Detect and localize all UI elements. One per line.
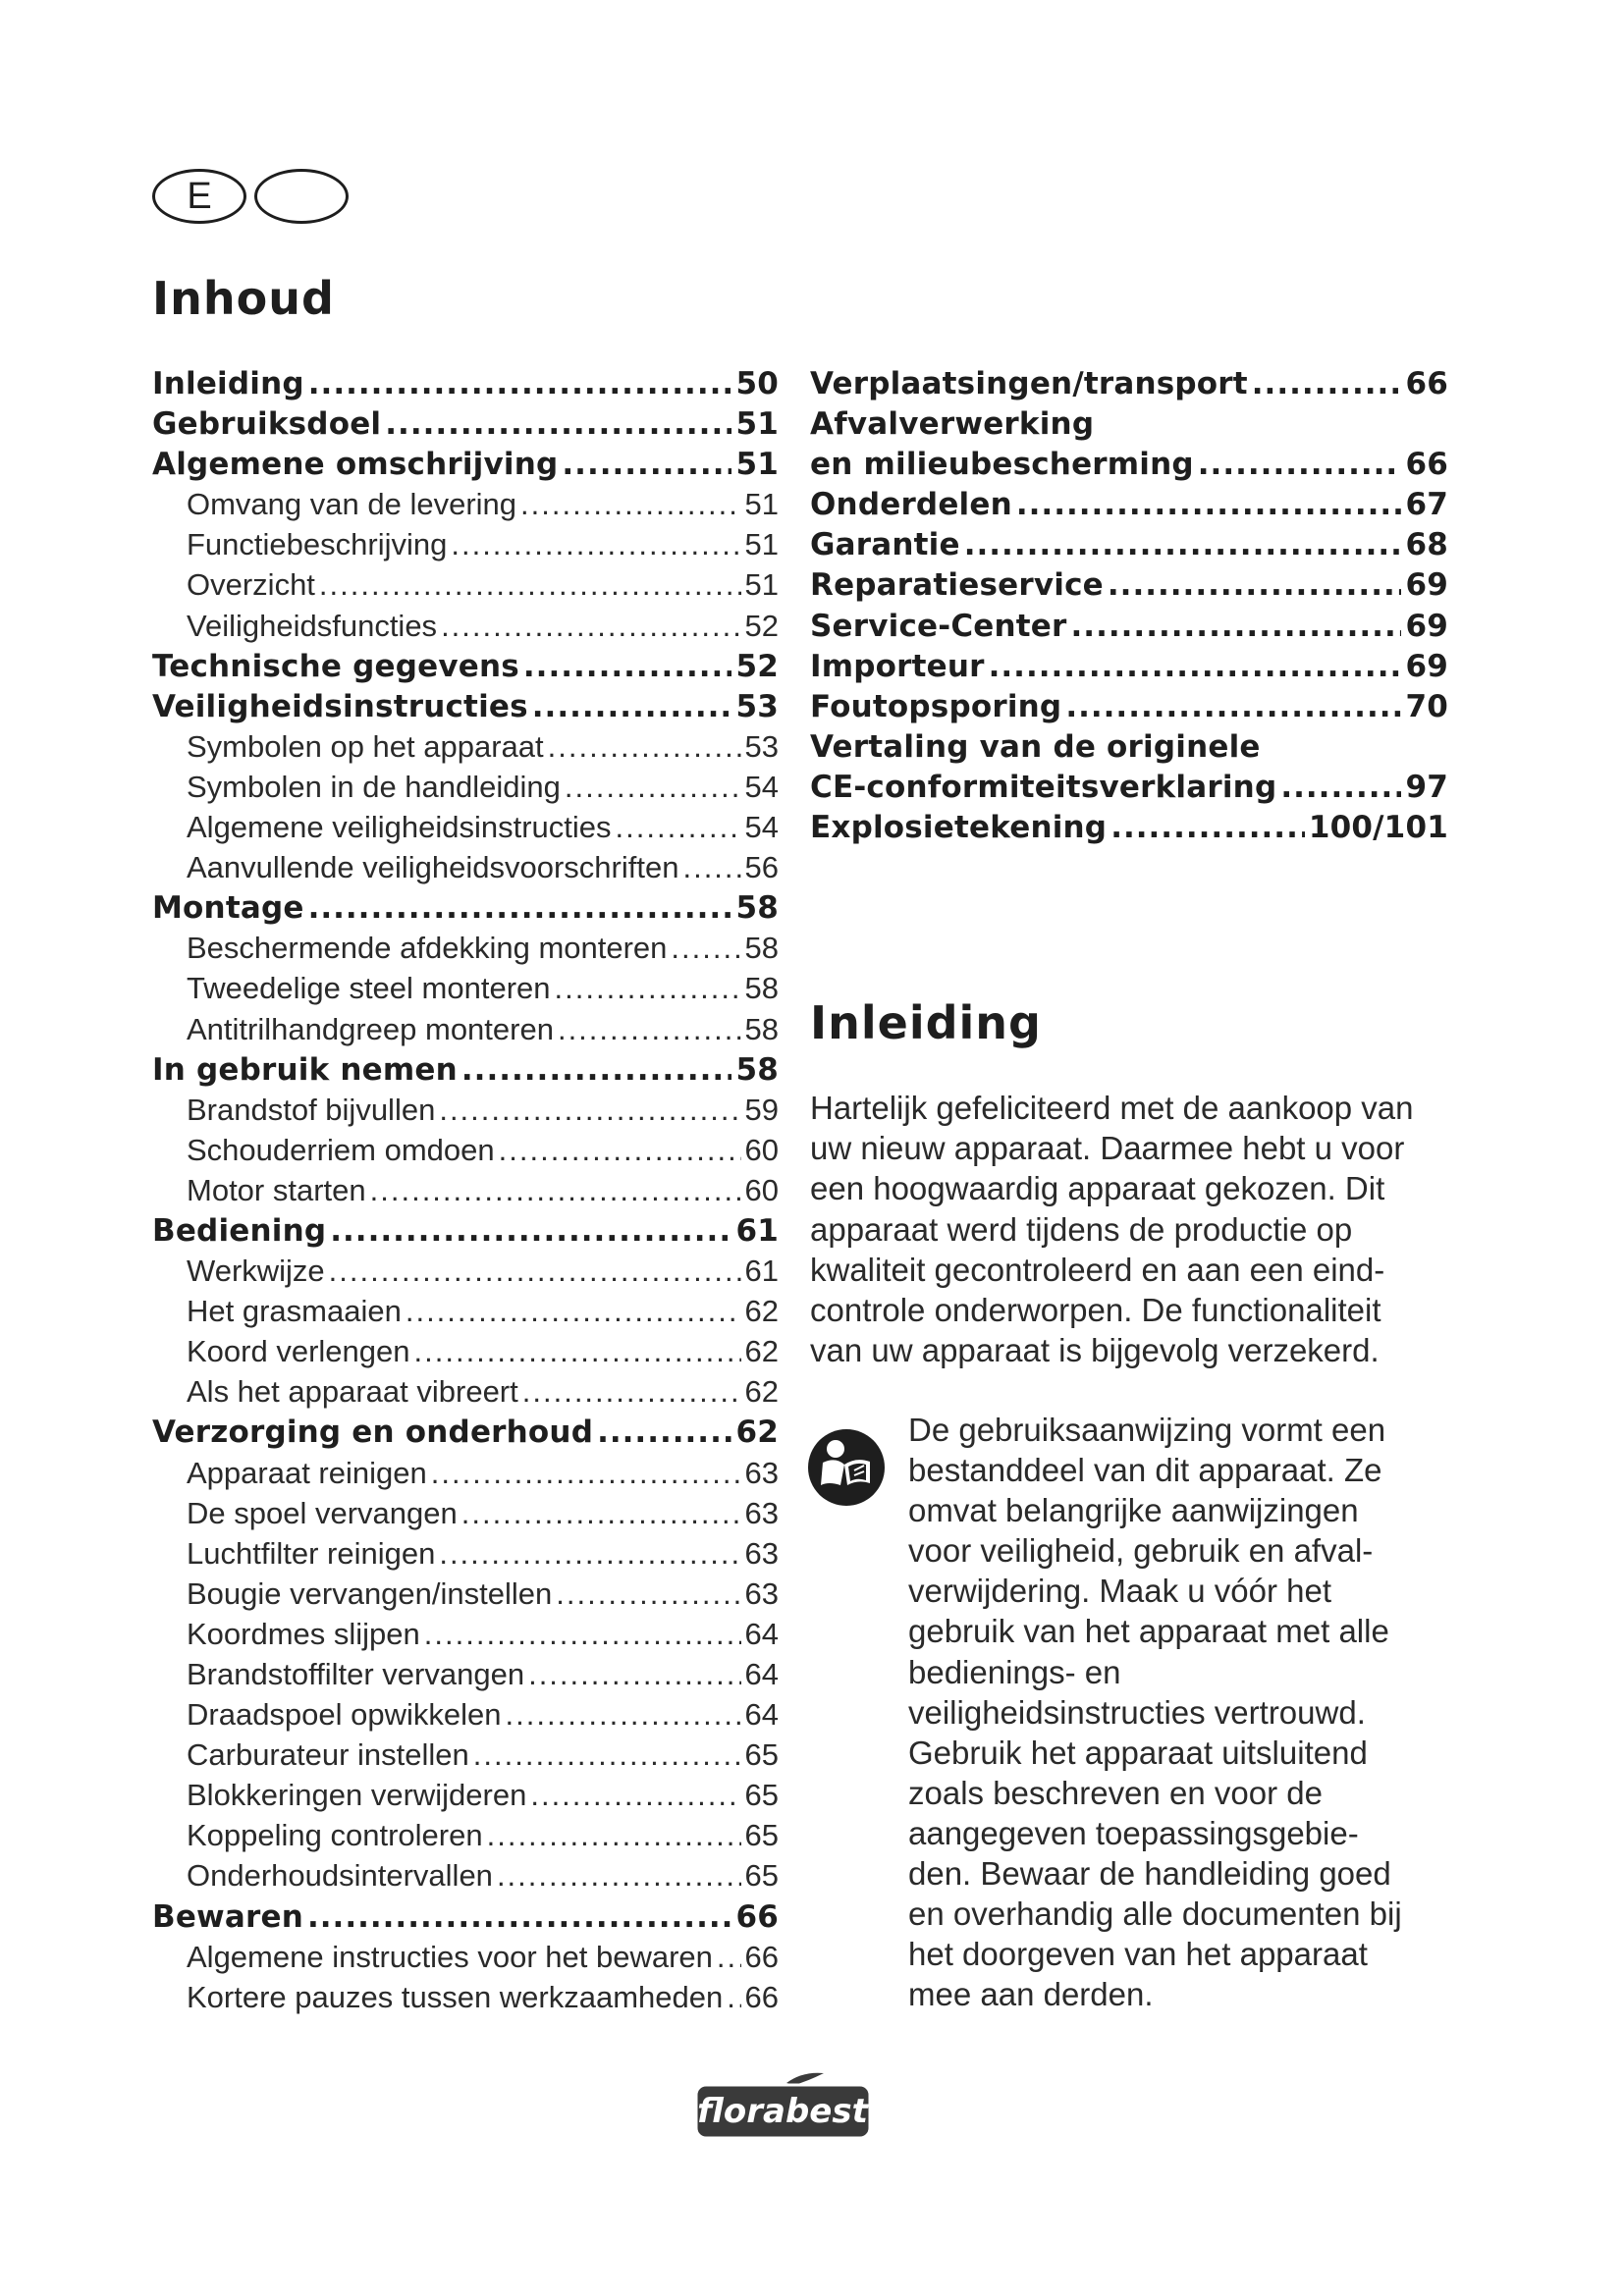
toc-entry-page: 52 [744,608,779,643]
toc-entry [152,1818,779,1858]
toc-entry [152,971,779,1011]
toc-entry [152,850,779,890]
dot-leader [431,1456,741,1491]
toc-entry [152,1980,779,2020]
toc-entry-page: 51 [744,527,779,562]
toc-entry-title: Aanvullende veiligheidsvoorschriften [187,850,679,885]
toc-entry [810,609,1448,649]
toc-entry-page: 66 [744,1979,779,2014]
toc-title: Inhoud [152,272,335,325]
dot-leader [1108,567,1402,603]
dot-leader [308,366,732,401]
toc-entry-title: Draadspoel opwikkelen [187,1697,502,1733]
toc-entry-page: 53 [744,728,779,764]
dot-leader [308,890,732,926]
toc-entry-title: Werkwijze [187,1254,325,1289]
toc-entry-page: 64 [744,1657,779,1691]
toc-entry [810,567,1448,608]
toc-entry [152,1697,779,1737]
toc-entry [152,1617,779,1657]
toc-entry [152,689,779,729]
dot-leader [439,1536,740,1572]
toc-entry-page: 65 [744,1778,779,1813]
toc-entry [152,1536,779,1576]
toc-entry [152,447,779,487]
toc-entry-page: 58 [744,971,779,1006]
florabest-logo [692,2069,874,2144]
dot-leader [556,1576,740,1612]
toc-entry-page: 100/101 [1308,810,1448,846]
toc-entry [152,1657,779,1697]
toc-entry-page: 63 [744,1495,779,1530]
toc-entry-page: 54 [744,810,779,845]
language-badge-e: E [152,169,246,224]
toc-entry [152,366,779,406]
dot-leader [1071,609,1402,644]
manual-note-paragraph: De gebruiksaanwijzing vormt een bestanddeel van dit apparaat. Ze omvat belangrijke aanwijzingen voor veiligheid, gebruik en afval-verwijdering. Maak u vóór het gebruik van het apparaat met alle bedienings- en veiligheidsinstructies vertrouwd. Gebruik het apparaat uitsluitend zoals beschreven en voor de aangegeven toepassingsgebie-den. Bewaar de handleiding goed en overhandig alle documenten bij het doorgeven van het apparaat mee aan derden. [908,1412,1402,2013]
toc-entry-title: Service-Center [810,608,1067,644]
toc-entry-title: Antitrilhandgreep monteren [187,1011,554,1046]
toc-entry-title: Veiligheidsinstructies [152,688,528,724]
toc-entry [152,1213,779,1254]
dot-leader [562,447,731,482]
toc-entry-title: Motor starten [187,1172,366,1207]
dot-leader [1252,366,1402,401]
dot-leader [727,1980,740,2015]
toc-entry-title: Tweedelige steel monteren [187,971,551,1006]
toc-entry-title: Bewaren [152,1898,303,1935]
toc-entry-page: 52 [735,648,779,684]
toc-entry-title: Symbolen op het apparaat [187,728,544,764]
dot-leader [522,1374,741,1410]
toc-entry-title: Beschermende afdekking monteren [187,931,668,966]
dot-leader [548,729,741,765]
toc-entry [152,1415,779,1455]
dot-leader [439,1093,740,1128]
dot-leader [370,1173,741,1208]
toc-entry [810,689,1448,729]
toc-entry-title: Gebruiksdoel [152,406,382,443]
toc-entry-page: 53 [735,688,779,724]
toc-entry-page: 56 [744,850,779,885]
toc-entry-page: 58 [744,1011,779,1046]
toc-entry-title: Algemene veiligheidsinstructies [187,810,612,845]
toc-entry-page: 61 [735,1212,779,1249]
toc-entry [810,366,1448,406]
dot-leader [558,1012,741,1047]
toc-entry-title: Het grasmaaien [187,1294,402,1329]
toc-entry-title: Inleiding [152,366,304,401]
toc-entry-title: Bougie vervangen/instellen [187,1575,553,1611]
toc-entry [810,649,1448,689]
toc-right-column [810,366,1448,850]
toc-entry [152,1012,779,1052]
dot-leader [487,1818,741,1853]
dot-leader [441,609,740,644]
toc-entry [152,890,779,931]
dot-leader [406,1294,741,1329]
toc-entry-page: 65 [744,1818,779,1853]
toc-entry-page: 62 [744,1294,779,1329]
toc-entry-page: 62 [744,1374,779,1410]
toc-entry [810,406,1448,447]
read-manual-icon [805,1426,888,1509]
dot-leader [682,850,740,885]
toc-entry-title: Koord verlengen [187,1334,410,1369]
dot-leader [717,1940,741,1975]
toc-entry-page: 68 [1405,527,1448,563]
toc-entry-title: Explosietekening [810,810,1108,846]
toc-entry-page: 97 [1405,769,1448,805]
dot-leader [319,567,741,603]
toc-entry [152,1778,779,1818]
toc-entry-title: Koordmes slijpen [187,1616,420,1651]
toc-entry [810,770,1448,810]
toc-entry-title: Bediening [152,1212,327,1249]
toc-left-column [152,366,779,2020]
dot-leader [565,770,741,805]
dot-leader [523,649,732,684]
dot-leader [964,527,1402,562]
toc-entry [152,1899,779,1940]
toc-entry [152,609,779,649]
toc-entry [152,1052,779,1093]
toc-entry-page: 70 [1405,688,1448,724]
dot-leader [520,487,740,522]
toc-entry-title: Veiligheidsfuncties [187,608,438,643]
toc-entry-title: Kortere pauzes tussen werkzaamheden [187,1979,724,2014]
language-badge-blank [254,169,349,224]
toc-entry-page: 69 [1405,648,1448,684]
dot-leader [414,1334,741,1369]
toc-entry-page: 65 [744,1737,779,1773]
dot-leader [1280,770,1401,805]
dot-leader [530,1778,740,1813]
dot-leader [1110,810,1305,845]
toc-entry [152,1173,779,1213]
toc-entry [152,406,779,447]
dot-leader [555,971,741,1006]
toc-entry-page: 60 [744,1132,779,1167]
toc-entry [152,1294,779,1334]
toc-entry-title: Symbolen in de handleiding [187,769,561,804]
toc-entry-title: Verzorging en onderhoud [152,1415,594,1451]
toc-entry [152,527,779,567]
dot-leader [461,1496,741,1531]
toc-entry [152,1093,779,1133]
intro-paragraph: Hartelijk gefeliciteerd met de aankoop van uw nieuw apparaat. Daarmee hebt u voor een hoogwaardig apparaat gekozen. Dit apparaat werd tijdens de productie op kwaliteit gecontroleerd en aan een eind-controle onderworpen. De functionaliteit van uw apparaat is bijgevolg verzekerd. [810,1090,1414,1369]
toc-entry [810,447,1448,487]
toc-entry-page: 51 [735,447,779,483]
toc-entry-title: Brandstof bijvullen [187,1092,436,1127]
toc-entry-title: Afvalverwerking [810,406,1095,443]
toc-entry-page: 62 [744,1334,779,1369]
toc-entry [152,810,779,850]
toc-entry [152,1334,779,1374]
toc-entry [152,1133,779,1173]
dot-leader [1198,447,1402,482]
dot-leader [528,1657,740,1692]
toc-entry-page: 67 [1405,487,1448,523]
dot-leader [451,527,740,562]
dot-leader [532,689,732,724]
toc-entry-title: De spoel vervangen [187,1495,458,1530]
toc-entry-title: Algemene instructies voor het bewaren [187,1939,713,1974]
toc-entry-title: Vertaling van de originele [810,728,1261,765]
toc-entry [810,487,1448,527]
toc-entry-title: Overzicht [187,567,315,603]
dot-leader [385,406,731,442]
toc-entry-page: 58 [735,1051,779,1088]
toc-entry-title: Luchtfilter reinigen [187,1535,436,1571]
toc-entry-page: 69 [1405,608,1448,644]
toc-entry-page: 50 [735,366,779,401]
toc-entry-page: 63 [744,1535,779,1571]
dot-leader [597,1415,731,1450]
toc-entry-title: Onderdelen [810,487,1012,523]
toc-entry-page: 66 [744,1939,779,1974]
dot-leader [461,1052,732,1088]
toc-entry-page: 65 [744,1858,779,1894]
toc-entry-title: Schouderriem omdoen [187,1132,495,1167]
toc-entry [152,729,779,770]
dot-leader [473,1737,741,1773]
dot-leader [330,1213,731,1249]
toc-entry-title: Functiebeschrijving [187,527,448,562]
toc-entry-title: Reparatieservice [810,567,1104,604]
toc-entry [152,1496,779,1536]
toc-entry-title: Carburateur instellen [187,1737,469,1773]
toc-entry-page: 63 [744,1575,779,1611]
toc-entry-title: Onderhoudsintervallen [187,1858,493,1894]
dot-leader [989,649,1402,684]
dot-leader [497,1858,741,1894]
toc-entry [810,729,1448,770]
toc-entry-title: Foutopsporing [810,688,1062,724]
toc-entry-title: Blokkeringen verwijderen [187,1778,527,1813]
toc-entry [152,1254,779,1294]
dot-leader [1016,487,1402,522]
toc-entry-title: In gebruik nemen [152,1051,458,1088]
toc-entry [152,649,779,689]
toc-entry-page: 66 [1405,447,1448,483]
toc-entry-title: Apparaat reinigen [187,1455,427,1490]
toc-entry [810,810,1448,850]
toc-entry [152,1456,779,1496]
toc-entry-title: en milieubescherming [810,447,1194,483]
dot-leader [424,1617,741,1652]
toc-entry [152,1737,779,1778]
toc-entry-title: Technische gegevens [152,648,519,684]
toc-entry-page: 58 [744,931,779,966]
toc-entry-title: Koppeling controleren [187,1818,483,1853]
toc-entry [152,1858,779,1898]
toc-entry-page: 58 [735,890,779,927]
toc-entry [152,1940,779,1980]
toc-entry-page: 51 [744,487,779,522]
section-title-inleiding: Inleiding [810,996,1042,1049]
toc-entry-title: CE-conformiteitsverklaring [810,769,1277,805]
brand-logo-text: florabest [697,2092,868,2131]
dot-leader [307,1899,731,1935]
toc-entry-page: 51 [735,406,779,443]
toc-entry-page: 51 [744,567,779,603]
toc-entry-page: 59 [744,1092,779,1127]
toc-entry-title: Algemene omschrijving [152,447,559,483]
toc-entry [152,931,779,971]
dot-leader [1065,689,1401,724]
toc-entry-page: 66 [1405,366,1448,401]
toc-entry-page: 69 [1405,567,1448,604]
toc-entry-title: Omvang van de levering [187,487,517,522]
toc-entry-page: 64 [744,1616,779,1651]
toc-entry [152,487,779,527]
toc-entry [152,567,779,608]
toc-entry-page: 62 [735,1415,779,1451]
toc-entry-title: Verplaatsingen/transport [810,366,1248,401]
toc-entry-page: 60 [744,1172,779,1207]
toc-entry-page: 64 [744,1697,779,1733]
toc-entry-title: Brandstoffilter vervangen [187,1657,525,1691]
toc-entry [152,1576,779,1617]
toc-entry-title: Garantie [810,527,960,563]
toc-entry-page: 66 [735,1898,779,1935]
toc-entry-title: Als het apparaat vibreert [187,1374,518,1410]
toc-entry-page: 54 [744,769,779,804]
toc-entry-title: Importeur [810,648,985,684]
toc-entry [152,770,779,810]
toc-entry-page: 61 [744,1254,779,1289]
dot-leader [499,1133,741,1168]
dot-leader [329,1254,741,1289]
dot-leader [506,1697,741,1733]
toc-entry [810,527,1448,567]
toc-entry-title: Montage [152,890,304,927]
toc-entry [152,1374,779,1415]
dot-leader [616,810,741,845]
toc-entry-page: 63 [744,1455,779,1490]
dot-leader [671,931,740,966]
